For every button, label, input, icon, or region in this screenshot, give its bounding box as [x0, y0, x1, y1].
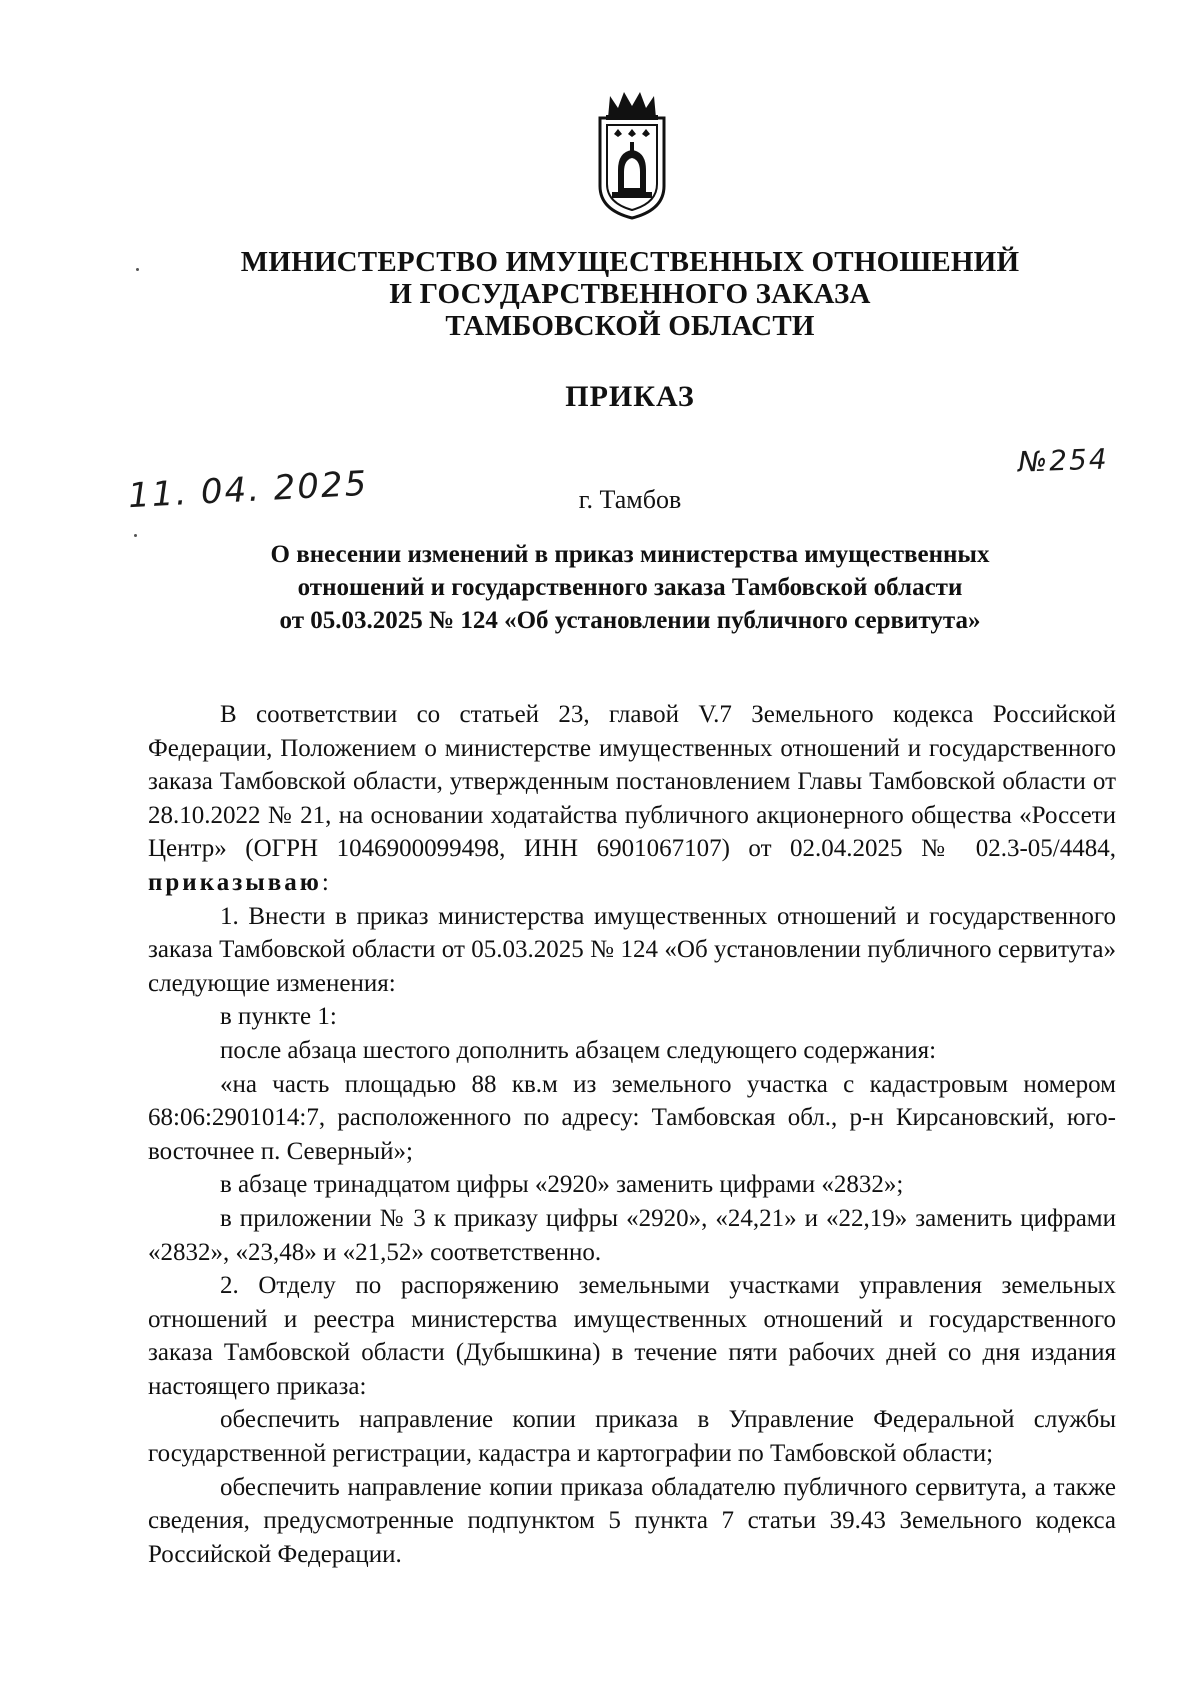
order-subject-line3: от 05.03.2025 № 124 «Об установлении публичного сервитута» — [279, 607, 981, 634]
order-subject-line2: отношений и государственного заказа Тамбовской области — [297, 574, 963, 601]
order-subject-line1: О внесении изменений в приказ министерства имущественных — [270, 541, 990, 568]
item-1-sub-2: после абзаца шестого дополнить абзацем следующего содержания: — [220, 1036, 937, 1064]
item-2-paragraph: 2. Отделу по распоряжению земельными участками управления земельных отношений и реестра министерства имущественных отношений и государственного заказа Тамбовской области (Дубышкина) в течение пяти рабочих дней со дня издания настоящего приказа: — [148, 1272, 1116, 1400]
document-type-title: ПРИКАЗ — [565, 380, 695, 413]
ministry-name-line3: ТАМБОВСКОЙ ОБЛАСТИ — [445, 310, 815, 342]
order-subject — [160, 538, 1100, 637]
item-1-sub-3: «на часть площадью 88 кв.м из земельного участка с кадастровым номером 68:06:2901014:7, расположенного по адресу: Тамбовская обл., р-н Кирсановский, юго-восточнее п. Северный»; — [148, 1070, 1116, 1165]
item-1-sub-4: в абзаце тринадцатом цифры «2920» заменить цифрами «2832»; — [220, 1171, 904, 1199]
ministry-name-line1: МИНИСТЕРСТВО ИМУЩЕСТВЕННЫХ ОТНОШЕНИЙ — [240, 246, 1020, 278]
scan-speck — [136, 268, 139, 271]
ministry-name-line2: И ГОСУДАРСТВЕННОГО ЗАКАЗА — [389, 278, 871, 310]
item-1-sub-1: в пункте 1: — [220, 1003, 337, 1031]
item-1-paragraph: 1. Внести в приказ министерства имущественных отношений и государственного заказа Тамбовской области от 05.03.2025 № 124 «Об установлении публичного сервитута» следующие изменения: — [148, 902, 1116, 997]
preamble-emphasis: приказываю — [148, 868, 322, 896]
ministry-name — [160, 246, 1100, 342]
handwritten-order-date: 11. 04. 2025 — [127, 463, 370, 517]
tambov-coat-of-arms-icon — [580, 88, 684, 222]
city-label: г. Тамбов — [578, 485, 682, 514]
preamble-paragraph — [148, 698, 1116, 900]
handwritten-order-number: №254 — [1017, 442, 1110, 479]
preamble-text: В соответствии со статьей 23, главой V.7 Земельного кодекса Российской Федерации, Положением о министерстве имущественных отношений и государственного заказа Тамбовской области, утвержденным постановлением Главы Тамбовской области от 28.10.2022 № 21, на основании ходатайства публичного акционерного общества «Россети Центр» (ОГРН 1046900099498, ИНН 6901067107) от 02.04.2025 № 02.3-05/4484, — [148, 701, 1116, 863]
item-2-sub-1: обеспечить направление копии приказа в Управление Федеральной службы государственной регистрации, кадастра и картографии по Тамбовской области; — [148, 1406, 1116, 1468]
item-2-sub-2: обеспечить направление копии приказа обладателю публичного сервитута, а также сведения, предусмотренные подпунктом 5 пункта 7 статьи 39.43 Земельного кодекса Российской Федерации. — [148, 1473, 1116, 1568]
order-body — [148, 698, 1116, 1571]
preamble-end: : — [321, 868, 329, 896]
scan-speck — [134, 534, 137, 537]
item-1-sub-5: в приложении № 3 к приказу цифры «2920», «24,21» и «22,19» заменить цифрами «2832», «23,48» и «21,52» соответственно. — [148, 1204, 1116, 1266]
